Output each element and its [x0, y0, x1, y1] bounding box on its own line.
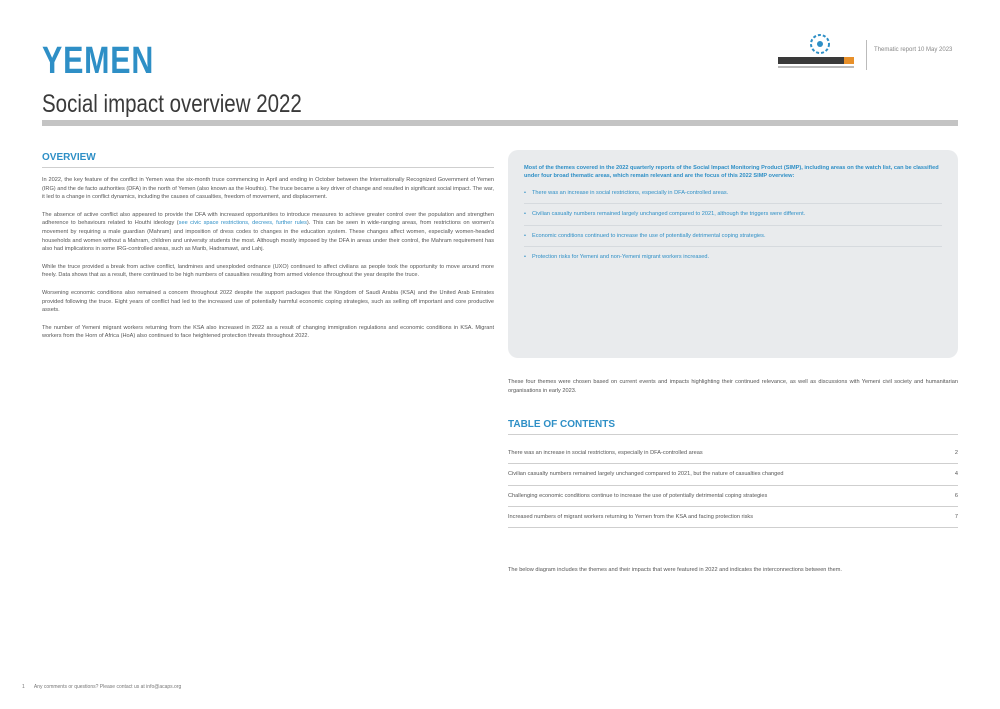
overview-heading: OVERVIEW	[42, 152, 494, 168]
header-divider	[42, 120, 958, 126]
toc-page-number: 6	[954, 492, 958, 499]
toc-heading: TABLE OF CONTENTS	[508, 419, 958, 435]
right-column	[508, 150, 958, 575]
toc-page-number: 7	[954, 513, 958, 520]
page-number: 1	[22, 684, 25, 690]
diagram-intro-paragraph: The below diagram includes the themes and their impacts that were featured in 2022 and indicates the interconnections between them.	[508, 567, 842, 573]
paragraph-text: The absence of active conflict also appeared to provide the DFA with increased opportunities to introduce measures to achieve greater control over the population and strengthen adherence to behaviours related to Houthi ideology (	[42, 211, 494, 227]
overview-paragraph: In 2022, the key feature of the conflict in Yemen was the six-month truce commencing in April and ending in October between the Internationally Recognized Government of Yemen (IRG) and the de facto authorities (DFA) in the north of Yemen (also known as the Houthis). The truce became a key driver of change and resulted in significant social impact. The war, it led to a change in conflict dynamics, including the causes of casualties, freedom of movement, and displacement.	[42, 177, 494, 201]
toc-item[interactable]	[508, 507, 958, 528]
toc-item-text: There was an increase in social restrictions, especially in DFA-controlled areas	[508, 450, 703, 457]
overview-paragraph: The number of Yemeni migrant workers returning from the KSA also increased in 2022 as a result of changing immigration regulations and economic conditions in KSA. Migrant workers from the Horn of Africa (HoA) also continued to face heightened protection threats throughout 2022.	[42, 324, 494, 340]
overview-paragraph: Worsening economic conditions also remained a concern throughout 2022 despite the support packages that the Kingdom of Saudi Arabia (KSA) and the United Arab Emirates provided following the truce. Eight years of conflict had led to the increased use of potentially harmful economic coping strategies, such as selling off important and core productive assets.	[42, 289, 494, 314]
overview-section	[42, 152, 494, 350]
callout-intro: Most of the themes covered in the 2022 quarterly reports of the Social Impact Monitoring Product (SIMP), including areas on the watch list, can be classified under four broad thematic areas, which remain relevant and are the focus of this 2022 SIMP overview:	[524, 165, 939, 180]
callout-bullet: • Civilian casualty numbers remained largely unchanged compared to 2021, although the triggers were different.	[524, 210, 942, 225]
report-subtitle: Social impact overview 2022	[42, 90, 302, 118]
report-date-caption: Thematic report 10 May 2023	[874, 47, 953, 53]
toc-item-text: Civilian casualty numbers remained largely unchanged compared to 2021, but the nature of casualties changed	[508, 471, 784, 478]
toc-item-text: Challenging economic conditions continue to increase the use of potentially detrimental coping strategies	[508, 492, 768, 499]
callout-bullet: • Protection risks for Yemeni and non-Yemeni migrant workers increased.	[524, 253, 942, 267]
footer-contact-text: Any comments or questions? Please contact us at info@acaps.org	[33, 684, 182, 690]
toc-item[interactable]	[508, 443, 958, 464]
callout-bullet: • Economic conditions continued to increase the use of potentially detrimental coping strategies.	[524, 232, 942, 247]
toc-item[interactable]	[508, 486, 958, 507]
callout-bullet: • There was an increase in social restrictions, especially in DFA-controlled areas.	[524, 189, 942, 204]
page-footer	[22, 684, 181, 690]
toc-page-number: 4	[954, 471, 958, 478]
themes-paragraph: These four themes were chosen based on current events and impacts highlighting their continued relevance, as well as discussions with Yemeni civil society and humanitarian organisations in early 2023.	[508, 379, 958, 394]
key-themes-callout	[508, 150, 958, 358]
country-title: YEMEN	[42, 40, 155, 82]
paragraph-text: ). This can be seen in wide-ranging areas, from restrictions on women's movement by requiring a male guardian (Mahram) and imposition of dress codes to changes in the education system. These changes affect women, especially women-headed households and women without a Mahram, children and university students the most. Although mostly imposed by the DFA in areas under their control, the Mahram requirement has also had implications in some IRG-controlled areas, such as Marib, Hadramawt, and Lahj.	[42, 220, 494, 253]
acaps-logo-icon	[772, 32, 862, 76]
toc-page-number: 2	[954, 450, 958, 457]
toc-item-text: Increased numbers of migrant workers returning to Yemen from the KSA and facing protection risks	[508, 513, 754, 520]
logo-divider	[866, 40, 867, 70]
overview-paragraph	[42, 211, 494, 254]
toc-item[interactable]	[508, 464, 958, 485]
civic-space-link[interactable]: see civic space restrictions, decrees, further rules	[178, 220, 307, 227]
overview-paragraph: While the truce provided a break from active conflict, landmines and unexploded ordnance (UXO) continued to affect civilians as people took the opportunity to move around more freely. Data shows that as a result, there continued to be high numbers of casualties resulting from armed violence throughout the year despite the truce.	[42, 263, 494, 279]
